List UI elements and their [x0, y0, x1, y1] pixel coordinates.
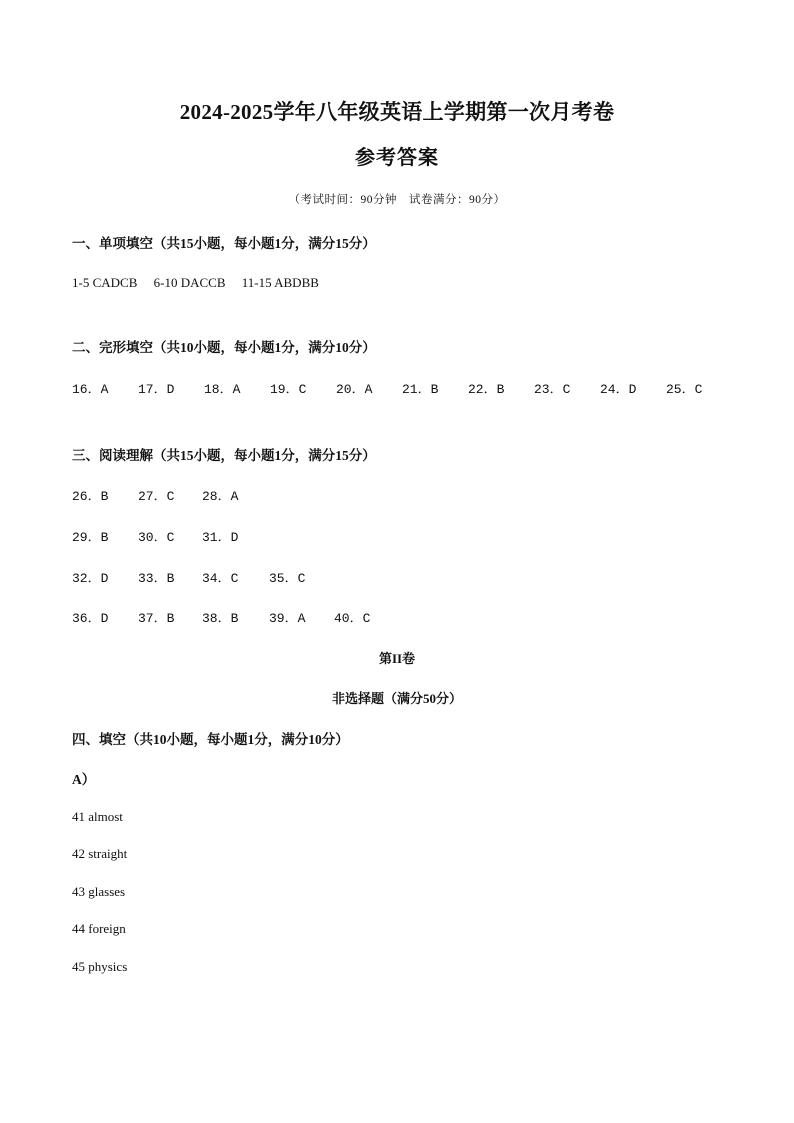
answer-34: 34．C: [202, 571, 239, 586]
answer-30: 30．C: [138, 530, 175, 545]
answer-33: 33．B: [138, 571, 175, 586]
fill-answer-43: 43 glasses: [72, 884, 126, 899]
section2-heading: 二、完形填空（共10小题，每小题1分，满分10分）: [72, 340, 376, 355]
section1-heading: 一、单项填空（共15小题，每小题1分，满分15分）: [72, 236, 376, 251]
fill-answer-44: 44 foreign: [72, 921, 126, 936]
answer-28: 28．A: [202, 489, 239, 504]
section4-heading: 四、填空（共10小题，每小题1分，满分10分）: [72, 732, 349, 747]
answer-16: 16．A: [72, 382, 109, 397]
answer-37: 37．B: [138, 611, 175, 626]
answer-25: 25．C: [666, 382, 703, 397]
section3-heading: 三、阅读理解（共15小题，每小题1分，满分15分）: [72, 448, 376, 463]
answer-21: 21．B: [402, 382, 439, 397]
section1-answers: 1-5 CADCB 6-10 DACCB 11-15 ABDBB: [72, 275, 319, 290]
answer-29: 29．B: [72, 530, 109, 545]
answer-22: 22．B: [468, 382, 505, 397]
answer-24: 24．D: [600, 382, 637, 397]
answer-17: 17．D: [138, 382, 175, 397]
fill-answer-41: 41 almost: [72, 809, 123, 824]
answer-32: 32．D: [72, 571, 109, 586]
answer-35: 35．C: [269, 571, 306, 586]
part2-subtitle: 非选择题（满分50分）: [331, 691, 462, 706]
part2-label: 第II卷: [378, 651, 416, 666]
answer-23: 23．C: [534, 382, 571, 397]
exam-info: （考试时间：90分钟 试卷满分：90分）: [288, 194, 506, 206]
answer-38: 38．B: [202, 611, 239, 626]
answer-key-subtitle: 参考答案: [355, 147, 439, 169]
fill-answer-42: 42 straight: [72, 846, 128, 861]
answer-18: 18．A: [204, 382, 241, 397]
answer-39: 39．A: [269, 611, 306, 626]
answer-27: 27．C: [138, 489, 175, 504]
answer-19: 19．C: [270, 382, 307, 397]
answer-40: 40．C: [334, 611, 371, 626]
answer-20: 20．A: [336, 382, 373, 397]
answer-26: 26．B: [72, 489, 109, 504]
answer-31: 31．D: [202, 530, 239, 545]
fill-answer-45: 45 physics: [72, 959, 128, 974]
section4-part-label: A）: [72, 772, 96, 787]
answer-36: 36．D: [72, 611, 109, 626]
exam-title: 2024-2025学年八年级英语上学期第一次月考卷: [179, 100, 615, 124]
